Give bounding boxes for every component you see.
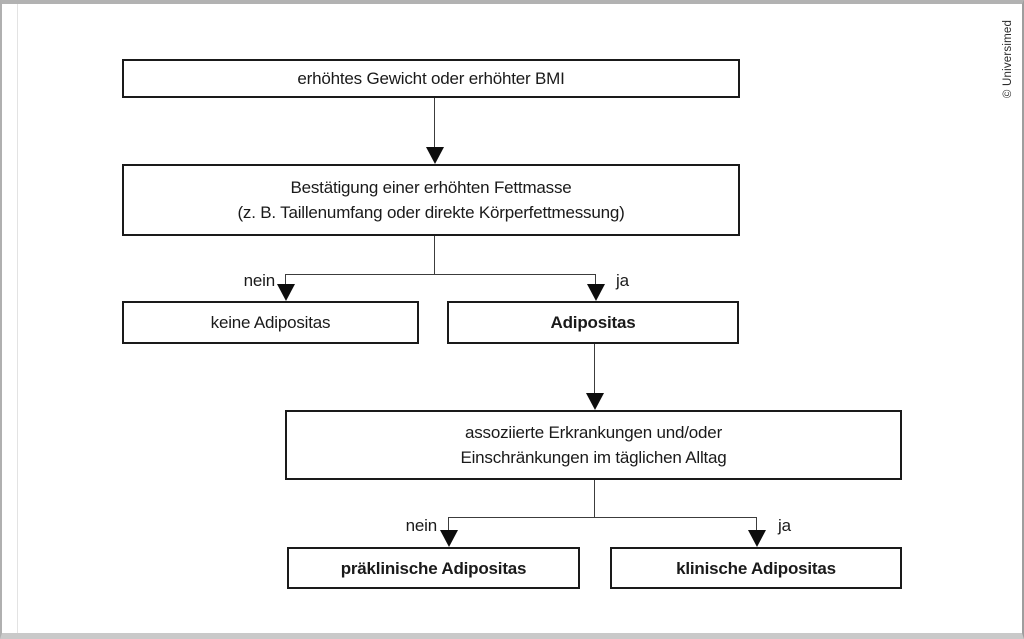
connector-line — [285, 274, 596, 275]
branch2-label-nein: nein — [405, 516, 437, 535]
node-obesity — [447, 301, 739, 344]
branch1-label-ja: ja — [616, 271, 629, 290]
node-elevated-weight-label: erhöhtes Gewicht oder erhöhter BMI — [297, 69, 565, 88]
arrow-down-icon — [748, 530, 766, 547]
arrow-down-icon — [440, 530, 458, 547]
connector-line — [594, 480, 595, 517]
page-margin-rule — [17, 4, 18, 633]
connector-line — [594, 344, 595, 396]
connector-line — [448, 517, 449, 530]
connector-line — [434, 236, 435, 274]
connector-line — [756, 517, 757, 530]
node-associated-conditions-line1: assoziierte Erkrankungen und/oder — [464, 423, 723, 442]
copyright-credit: © Universimed — [1002, 19, 1014, 99]
node-fat-mass-confirmation — [122, 164, 740, 236]
node-associated-conditions-line2: Einschränkungen im täglichen Alltag — [460, 448, 727, 467]
branch2-label-ja: ja — [778, 516, 791, 535]
branch1-label-nein: nein — [243, 271, 275, 290]
arrow-down-icon — [426, 147, 444, 164]
node-clinical-obesity-label: klinische Adipositas — [676, 558, 836, 578]
arrow-down-icon — [587, 284, 605, 301]
arrow-down-icon — [277, 284, 295, 301]
node-no-obesity — [122, 301, 419, 344]
node-associated-conditions — [285, 410, 902, 480]
node-clinical-obesity — [610, 547, 902, 589]
node-elevated-weight — [122, 59, 740, 98]
node-fat-mass-confirmation-line2: (z. B. Taillenumfang oder direkte Körperfettmessung) — [237, 203, 625, 222]
node-preclinical-obesity-label: präklinische Adipositas — [340, 558, 527, 578]
node-no-obesity-label: keine Adipositas — [210, 313, 331, 332]
node-preclinical-obesity — [287, 547, 580, 589]
node-fat-mass-confirmation-line1: Bestätigung einer erhöhten Fettmasse — [290, 178, 572, 197]
node-obesity-label: Adipositas — [550, 313, 636, 332]
arrow-down-icon — [586, 393, 604, 410]
connector-line — [434, 98, 435, 150]
connector-line — [448, 517, 757, 518]
